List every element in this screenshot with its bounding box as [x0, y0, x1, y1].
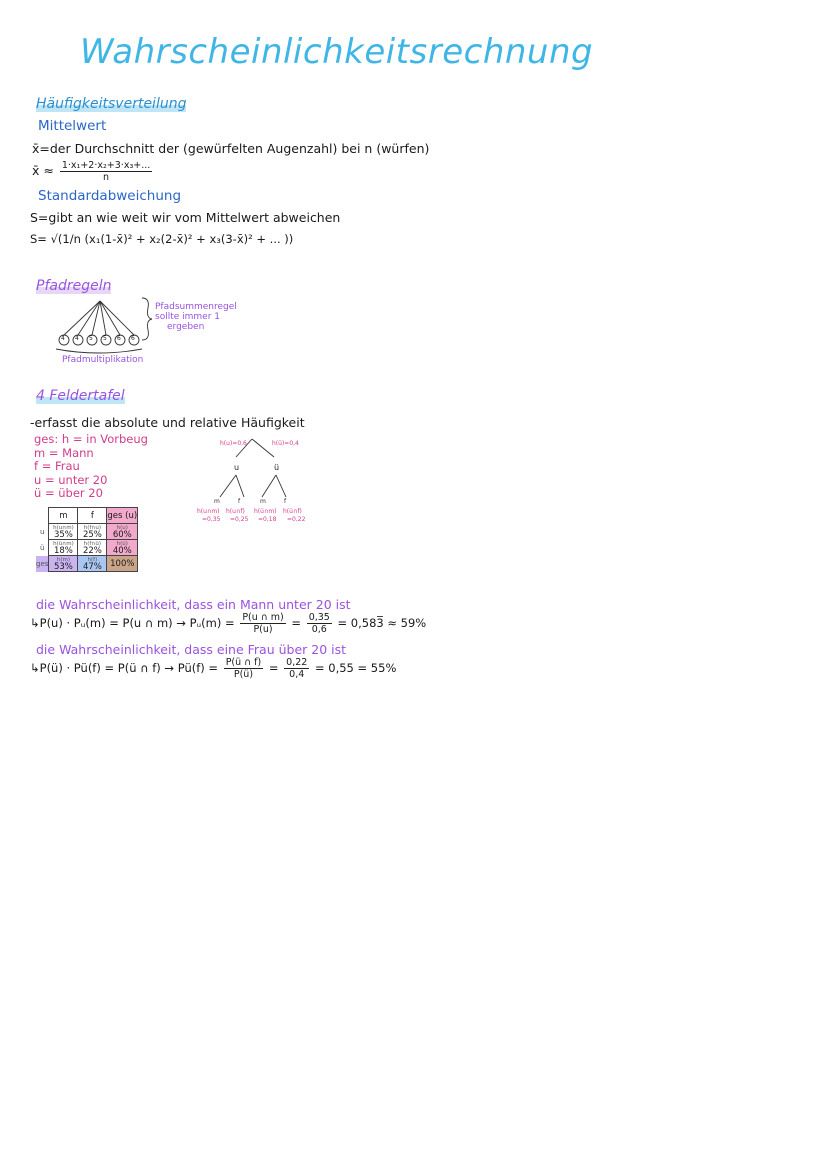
table-row — [36, 540, 138, 556]
pfad-node: 6 — [131, 335, 135, 342]
standardabweichung-heading: Standardabweichung — [38, 188, 182, 204]
tree-leaf-label: h(ü∩m) — [254, 508, 277, 515]
row-label: ü — [39, 543, 45, 552]
tree-leaf-top: f — [238, 498, 241, 505]
table-header-cell: m — [49, 508, 78, 524]
table-row — [36, 556, 138, 572]
pfad-node: 5 — [89, 335, 93, 342]
feldertafel-table — [36, 507, 138, 572]
tree-leaf-value: =0,25 — [230, 516, 249, 523]
tree-leaf-label: h(u∩m) — [197, 508, 220, 515]
tree-leaf-top: f — [284, 498, 287, 505]
beispiel-2-formula: ↳P(ü) · Pü(f) = P(ü ∩ f) → Pü(f) = $\frac{P(ü \cap f)}{P(ü)}$ = $\frac{0,22}{0,4}$ = 0,55 = 55% — [30, 657, 397, 680]
standardabweichung-formula: S= √(1/n (x₁(1-x̄)² + x₂(2-x̄)² + x₃(3-x̄)² + ... )) — [30, 232, 294, 246]
beispiel-2-text: die Wahrscheinlichkeit, dass eine Frau über 20 ist — [36, 642, 347, 657]
beispiel-1-text: die Wahrscheinlichkeit, dass ein Mann unter 20 ist — [36, 597, 351, 612]
beispiel-1-formula: ↳P(u) · Pᵤ(m) = P(u ∩ m) → Pᵤ(m) = $\frac{P(u \cap m)}{P(u)}$ = $\frac{0,35}{0,6}$ = 0,583̅ ≈ 59% — [30, 612, 427, 635]
legend-item: ges: h = in Vorbeug — [34, 432, 148, 446]
table-cell: h(f∩ü) 22% — [78, 540, 107, 556]
table-row — [36, 524, 138, 540]
pfad-node: 4 — [75, 335, 79, 342]
table-header-cell: ges (u) — [107, 508, 138, 524]
feldertafel-description: -erfasst die absolute und relative Häufigkeit — [30, 415, 305, 430]
tree-node-ue: ü — [274, 463, 280, 472]
mittelwert-definition: x̄=der Durchschnitt der (gewürfelten Augenzahl) bei n (würfen) — [32, 141, 430, 156]
tree-leaf-label: h(ü∩f) — [283, 508, 302, 515]
table-header-cell: f — [78, 508, 107, 524]
table-cell: h(m) 53% — [49, 556, 78, 572]
table-cell: h(u) 60% — [107, 524, 138, 540]
table-cell: h(ü) 40% — [107, 540, 138, 556]
section-heading-haeufigkeit: Häufigkeitsverteilung — [36, 96, 187, 112]
tree-leaf-value: =0,22 — [287, 516, 306, 523]
row-label: u — [39, 527, 45, 536]
table-cell: h(u∩m) 35% — [49, 524, 78, 540]
feldertafel-legend — [34, 433, 148, 501]
standardabweichung-definition: S=gibt an wie weit wir vom Mittelwert abweichen — [30, 210, 341, 225]
tree-top-right-label: h(ü)=0,4 — [272, 440, 299, 447]
tree-node-u: u — [234, 463, 240, 472]
legend-item: u = unter 20 — [34, 472, 108, 487]
pfad-node: 4 — [61, 335, 65, 342]
section-heading-feldertafel: 4 Feldertafel — [36, 388, 125, 404]
tree-leaf-top: m — [260, 498, 266, 505]
table-cell: 100% — [107, 556, 138, 572]
table-cell: h(ü∩m) 18% — [49, 540, 78, 556]
tree-top-left-label: h(u)=0,6 — [220, 440, 247, 447]
mittelwert-formula: x̄ ≈ $\frac{\text{1·x₁+2·x₂+3·x₃+...}}{n}$ — [32, 160, 151, 183]
summenregel-note: Pfadsummenregel sollte immer 1 ergeben — [155, 302, 237, 332]
row-label: ges — [36, 556, 49, 572]
table-cell: h(f) 47% — [78, 556, 107, 572]
legend-item: ü = über 20 — [34, 486, 103, 500]
pfadmultiplikation-label: Pfadmultiplikation — [62, 355, 144, 365]
pfad-node: 5 — [103, 335, 107, 342]
section-heading-pfadregeln: Pfadregeln — [36, 278, 112, 294]
legend-item: f = Frau — [34, 459, 80, 473]
table-cell: h(f∩u) 25% — [78, 524, 107, 540]
table-header-row — [36, 508, 138, 524]
tree-leaf-top: m — [214, 498, 220, 505]
tree-leaf-value: =0,35 — [202, 516, 221, 523]
legend-item: m = Mann — [34, 445, 94, 460]
page-title: Wahrscheinlichkeitsrechnung — [80, 32, 594, 72]
tree-leaf-value: =0,18 — [258, 516, 277, 523]
mittelwert-heading: Mittelwert — [38, 118, 107, 134]
pfad-node: 6 — [117, 335, 121, 342]
summenregel-brace — [140, 296, 154, 342]
tree-leaf-label: h(u∩f) — [226, 508, 245, 515]
